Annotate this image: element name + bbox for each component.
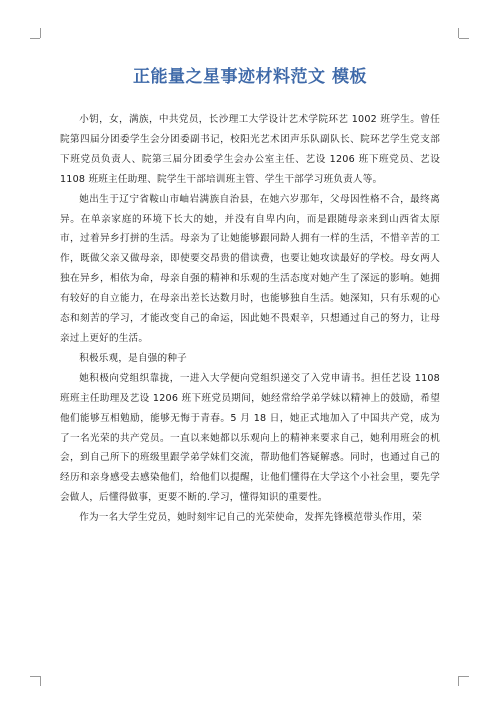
document-title: 正能量之星事迹材料范文 模板 (133, 67, 367, 87)
paragraph-party: 她积极向党组织靠拢，一进入大学便向党组织递交了入党申请书。担任艺设 1108 班班主任助理及艺设 1206 班下班党员期间，她经常给学弟学妹以精神上的鼓励，希望他们能够互相勉励，能够无悔于青春。5 月 18 日，她正式地加入了中国共产党，成为了一名光荣的共产党员。一直以来她都以乐观向上的精神来要求自己，她利用班会的机会，到自己所下的班级里跟学弟学妹们交流，帮助他们答疑解惑。同时，也通过自己的经历和亲身感受去感染他们，给他们以提醒，让他们懂得在大学这个小社会里，要先学会做人，后懂得做事，更要不断的.学习，懂得知识的重要性。 (60, 372, 440, 504)
paragraph-intro: 小钥，女，满族，中共党员，长沙理工大学设计艺术学院环艺 1002 班学生。曾任院第四届分团委学生会分团委副书记，校阳光艺术团声乐队副队长、院环艺学生党支部下班党员负责人、院第三届分团委学生会办公室主任、艺设 1206 班下班党员、艺设 1108 班班主任助理、院学生干部培训班主管、学生干部学习班负责人等。 (60, 114, 440, 185)
paragraph-background: 她出生于辽宁省鞍山市岫岩满族自治县，在她六岁那年，父母因性格不合，最终离异。在单亲家庭的环境下长大的她，并没有自卑内向，而是跟随母亲来到山西省太原市，过着异乡打拼的生活。母亲为了让她能够跟同龄人拥有一样的生活，不惜辛苦的工作，既做父亲又做母亲，即使要交昂贵的借读费，也要让她攻读最好的学校。母女两人独在异乡，相依为命，母亲自强的精神和乐观的生活态度对她产生了深远的影响。她拥有较好的自立能力，在母亲出差长达数月时，也能够独自生活。她深知，只有乐观的心态和刻苦的学习，才能改变自己的命运，因此她不畏艰辛，只想通过自己的努力，让母亲过上更好的生活。 (60, 193, 440, 344)
section-heading: 积极乐观，是自强的种子 (79, 352, 187, 364)
document-body (60, 110, 440, 528)
paragraph-mission: 作为一名大学生党员，她时刻牢记自己的光荣使命，发挥先锋模范带头作用，荣 (79, 512, 422, 524)
